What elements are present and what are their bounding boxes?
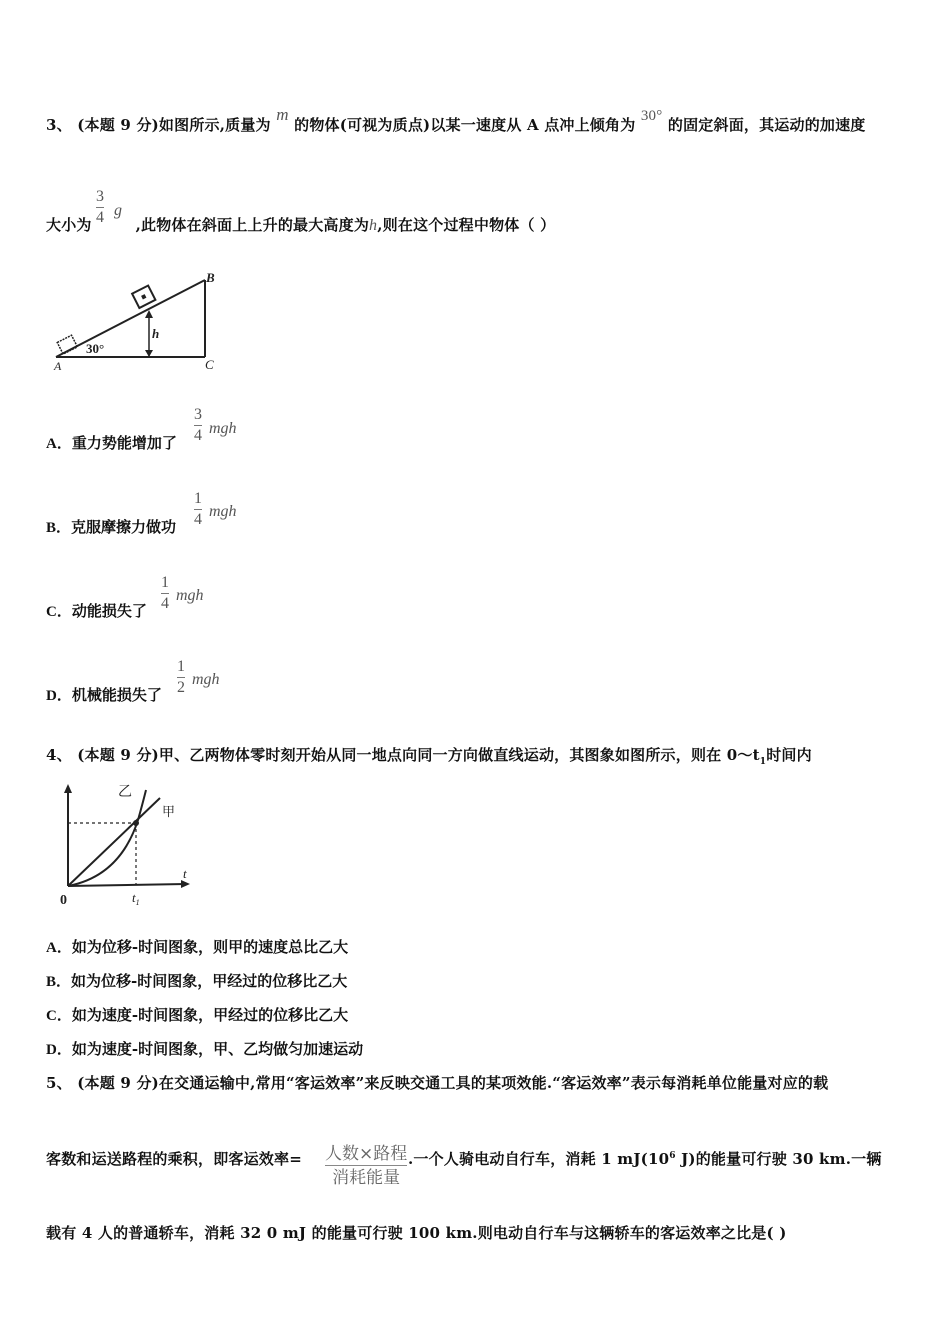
q3-option-c-fraction bbox=[161, 574, 169, 613]
q4-option-c[interactable] bbox=[46, 1004, 348, 1025]
q4-option-b-label: B． bbox=[46, 974, 72, 990]
q3-accel-num: 3 bbox=[96, 188, 104, 205]
q3-option-a-fraction bbox=[194, 406, 202, 445]
q3-option-d-num: 1 bbox=[177, 658, 185, 675]
q4-option-d[interactable] bbox=[46, 1038, 363, 1059]
curve-yi bbox=[68, 790, 146, 886]
q3-stem-line2 bbox=[46, 214, 555, 235]
q3-option-c-den: 4 bbox=[161, 595, 169, 612]
q3-option-a-den: 4 bbox=[194, 427, 202, 444]
x-axis bbox=[68, 884, 186, 886]
q3-option-b-label: B． bbox=[46, 520, 72, 536]
q5-line2 bbox=[46, 1148, 882, 1169]
q5-line2-suffix: J)的能量可行驶 30 km.一辆 bbox=[675, 1150, 882, 1168]
x-axis-arrow bbox=[181, 880, 190, 888]
q3-accel-fraction bbox=[96, 188, 104, 227]
q5-line2-mid: .一个人骑电动自行车，消耗 1 mJ(10 bbox=[407, 1150, 670, 1168]
fig-label-h: h bbox=[152, 326, 160, 341]
q4-stem-prefix: 4、 (本题 9 分)甲、乙两物体零时刻开始从同一地点向同一方向做直线运动，其图象如图所示，则在 0～t bbox=[46, 746, 760, 764]
q3-incline-figure bbox=[40, 268, 230, 376]
fig-label-jia: 甲 bbox=[162, 804, 176, 819]
q5-frac-den: 消耗能量 bbox=[332, 1168, 401, 1188]
q3-line1-prefix: 3、 (本题 9 分)如图所示,质量为 bbox=[46, 116, 271, 134]
q5-line3: 载有 4 人的普通轿车，消耗 32 0 mJ 的能量可行驶 100 km.则电动自行车与这辆轿车的客运效率之比是( ) bbox=[46, 1224, 787, 1242]
q4-graph-figure bbox=[52, 780, 202, 910]
block-on-slope bbox=[132, 286, 155, 308]
q3-option-b-num: 1 bbox=[194, 490, 202, 507]
q3-option-b[interactable] bbox=[46, 516, 176, 537]
q3-option-d-expr: mgh bbox=[192, 671, 220, 688]
q4-option-d-label: D． bbox=[46, 1042, 72, 1058]
fig-label-yi: 乙 bbox=[118, 785, 132, 800]
q3-line1-mid: 的物体(可视为质点)以某一速度从 A 点冲上倾角为 bbox=[294, 116, 636, 134]
q4-stem-suffix: 时间内 bbox=[766, 746, 812, 764]
q3-angle: 30° bbox=[640, 108, 663, 124]
q3-option-c-label: C． bbox=[46, 604, 72, 620]
fig-label-angle: 30° bbox=[86, 341, 105, 356]
q4-option-b-text: 如为位移-时间图象，甲经过的位移比乙大 bbox=[71, 972, 348, 990]
q4-option-a[interactable] bbox=[46, 936, 348, 957]
q5-frac-num: 人数×路程 bbox=[325, 1144, 408, 1164]
fig-label-t1 bbox=[132, 890, 140, 907]
q3-option-d-label: D． bbox=[46, 688, 72, 704]
fig-label-t1-t: t bbox=[132, 890, 136, 905]
q4-option-c-text: 如为速度-时间图象，甲经过的位移比乙大 bbox=[71, 1006, 349, 1024]
fig-label-c: C bbox=[205, 357, 214, 372]
y-axis-arrow bbox=[64, 784, 72, 793]
q3-option-a[interactable] bbox=[46, 432, 177, 453]
q3-option-c[interactable] bbox=[46, 600, 147, 621]
q5-line2-sup: 6 bbox=[669, 1151, 676, 1161]
q3-option-d-text: 机械能损失了 bbox=[71, 686, 162, 704]
q3-var-m: m bbox=[276, 105, 289, 124]
intersection-dot bbox=[133, 820, 139, 826]
fig-label-a: A bbox=[54, 359, 62, 373]
fig-label-t: t bbox=[183, 866, 187, 881]
q3-option-a-text: 重力势能增加了 bbox=[71, 434, 177, 452]
q4-option-a-text: 如为位移-时间图象，则甲的速度总比乙大 bbox=[71, 938, 349, 956]
q3-line2-prefix: 大小为 bbox=[46, 216, 92, 234]
q3-line1-suffix: 的固定斜面，其运动的加速度 bbox=[667, 116, 866, 134]
block-at-a bbox=[57, 335, 77, 354]
q3-option-a-expr: mgh bbox=[209, 420, 237, 437]
incline-line bbox=[56, 280, 205, 357]
fig-label-origin: 0 bbox=[60, 893, 67, 908]
q3-var-h: h bbox=[369, 217, 378, 234]
line-jia bbox=[68, 798, 160, 886]
q4-stem-sub: 1 bbox=[759, 757, 767, 767]
q3-line2-suffix: ,则在这个过程中物体（ ） bbox=[377, 216, 556, 234]
height-arrow-head-bottom bbox=[145, 350, 153, 357]
q5-line1: 5、 (本题 9 分)在交通运输中,常用“客运效率”来反映交通工具的某项效能.“客运效率”表示每消耗单位能量对应的载 bbox=[46, 1074, 829, 1092]
q5-line2-prefix: 客数和运送路程的乘积，即客运效率= bbox=[46, 1150, 302, 1168]
q3-option-b-text: 克服摩擦力做功 bbox=[71, 518, 177, 536]
q4-stem bbox=[46, 744, 812, 767]
q3-option-c-num: 1 bbox=[161, 574, 169, 591]
q4-option-d-text: 如为速度-时间图象，甲、乙均做匀加速运动 bbox=[71, 1040, 364, 1058]
q4-option-c-label: C． bbox=[46, 1008, 72, 1024]
q3-option-d[interactable] bbox=[46, 684, 162, 705]
q3-option-d-fraction bbox=[177, 658, 185, 697]
q3-option-b-expr: mgh bbox=[209, 503, 237, 520]
q3-accel-den: 4 bbox=[96, 209, 104, 226]
q3-option-c-text: 动能损失了 bbox=[71, 602, 147, 620]
fig-label-b: B bbox=[206, 270, 215, 285]
q5-efficiency-fraction bbox=[325, 1144, 407, 1189]
fig-label-t1-sub: 1 bbox=[135, 898, 140, 907]
q3-option-b-den: 4 bbox=[194, 511, 202, 528]
q3-option-a-num: 3 bbox=[194, 406, 202, 423]
q3-option-a-label: A． bbox=[46, 436, 72, 452]
q3-option-c-expr: mgh bbox=[176, 587, 204, 604]
q3-var-g: g bbox=[114, 202, 122, 219]
q4-option-b[interactable] bbox=[46, 970, 347, 991]
q3-option-b-fraction bbox=[194, 490, 202, 529]
q3-option-d-den: 2 bbox=[177, 679, 185, 696]
q3-line2-mid: ,此物体在斜面上上升的最大高度为 bbox=[135, 216, 370, 234]
q4-option-a-label: A． bbox=[46, 940, 72, 956]
q3-stem-line1 bbox=[46, 105, 866, 135]
